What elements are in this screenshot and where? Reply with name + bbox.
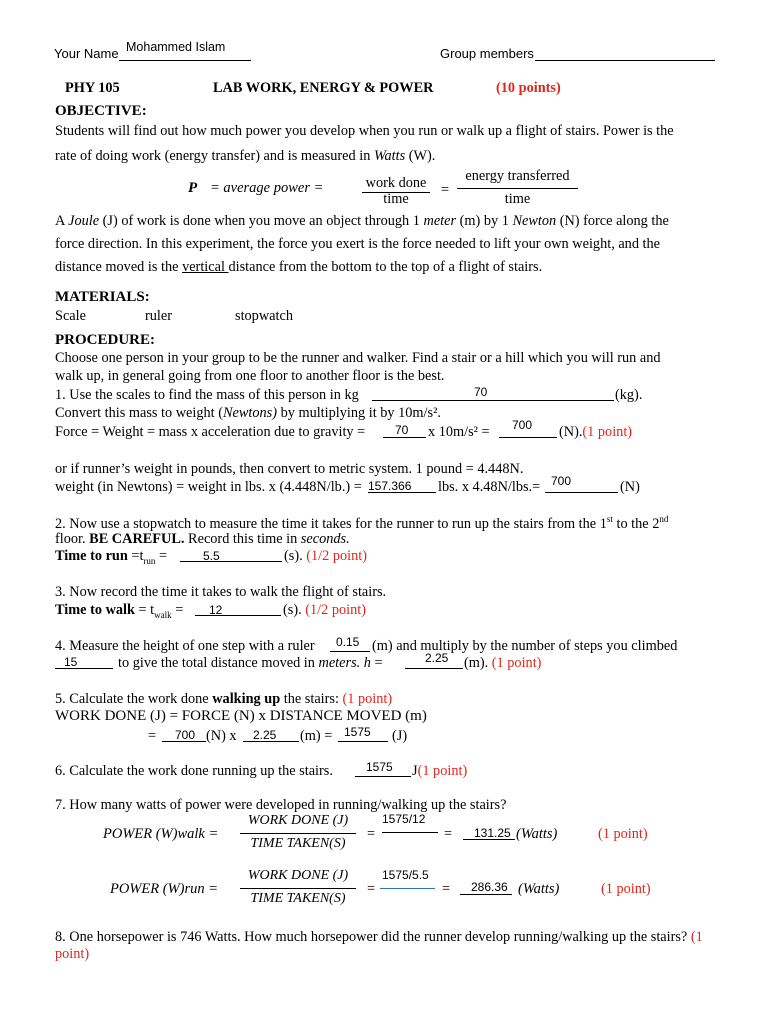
power-run-underline	[460, 894, 512, 895]
group-underline[interactable]	[535, 60, 715, 61]
objective-line4: force direction. In this experiment, the force you exert is the force needed to lift your own weight, and the	[55, 236, 661, 252]
walk-time-unit: (s). (1/2 point)	[283, 602, 367, 618]
step1-line-d: or if runner’s weight in pounds, then convert to metric system. 1 pound = 4.448N.	[55, 461, 524, 477]
step7-line: 7. How many watts of power were developed in running/walking up the stairs?	[55, 797, 507, 813]
work-distance-value[interactable]: 2.25	[253, 728, 277, 742]
power-walk-denominator: TIME TAKEN(S)	[250, 836, 346, 851]
work-walk-underline	[338, 741, 388, 742]
step8-line: 8. One horsepower is 746 Watts. How much horsepower did the runner develop running/walking up the stairs? (1	[55, 929, 703, 945]
step5-equals: =	[148, 728, 157, 744]
lab-points: (10 points)	[496, 80, 561, 96]
formula-energy: energy transferred	[465, 168, 570, 184]
step5-j: (J)	[392, 728, 408, 744]
step4-line-a2: (m) and multiply by the number of steps you climbed	[372, 638, 678, 654]
power-run-value[interactable]: 286.36	[471, 880, 508, 894]
walk-time-underline	[195, 615, 281, 616]
step5-formula: WORK DONE (J) = FORCE (N) x DISTANCE MOVED (m)	[55, 708, 427, 724]
course-code: PHY 105	[65, 80, 120, 96]
work-walk-value[interactable]: 1575	[344, 725, 371, 739]
step-height-value[interactable]: 0.15	[336, 635, 360, 649]
step2-line-c: Time to run $=t_{run}$ =	[55, 548, 168, 566]
name-label: Your Name	[54, 46, 119, 61]
formula-time-2: time	[504, 191, 531, 207]
work-force-value[interactable]: 700	[175, 728, 196, 742]
step6-line: 6. Calculate the work done running up the stairs.	[55, 763, 333, 779]
step8-points: point)	[55, 946, 90, 962]
step4-line-b: to give the total distance moved in meters. h =	[118, 655, 383, 671]
name-value[interactable]: Mohammed Islam	[126, 40, 226, 54]
formula-equals: =	[441, 182, 450, 198]
name-underline	[119, 60, 251, 61]
work-run-underline	[355, 776, 411, 777]
group-label: Group members	[440, 46, 534, 61]
power-walk-value[interactable]: 131.25	[474, 826, 511, 840]
power-run-fraction-bar	[380, 888, 435, 889]
mass-value[interactable]: 70	[474, 385, 488, 399]
step1-line-b: Convert this mass to weight (Newtons) by multiplying it by 10m/s².	[55, 405, 441, 421]
power-run-fraction[interactable]: 1575/5.5	[382, 868, 429, 882]
mass-underline	[372, 400, 614, 401]
step1-line-a: 1. Use the scales to find the mass of this person in kg	[55, 387, 359, 403]
step1-line-c: Force = Weight = mass x acceleration due to gravity =	[55, 424, 366, 440]
step-height-underline	[330, 651, 370, 652]
power-walk-points: (1 point)	[598, 826, 648, 842]
step3-line-a: 3. Now record the time it takes to walk the flight of stairs.	[55, 584, 387, 600]
step3-line-b: Time to walk = $t_{walk}$ =	[55, 602, 184, 620]
weight-underline	[545, 492, 618, 493]
procedure-intro1: Choose one person in your group to be the runner and walker. Find a stair or a hill which you will run and	[55, 350, 661, 366]
run-time-unit: (s). (1/2 point)	[284, 548, 368, 564]
power-walk-eq2: =	[444, 826, 453, 842]
step2-line-b: floor. BE CAREFUL. Record this time in seconds.	[55, 531, 350, 547]
run-time-value[interactable]: 5.5	[203, 549, 220, 563]
objective-line5: distance moved is the vertical distance from the bottom to the top of a flight of stairs.	[55, 259, 543, 275]
step1-line-c-mid: x 10m/s² =	[428, 424, 490, 440]
joule-line: A Joule (J) of work is done when you move an object through 1 meter (m) by 1 Newton (N) force along the	[55, 213, 669, 229]
work-run-value[interactable]: 1575	[366, 760, 393, 774]
force-mass-underline	[383, 437, 426, 438]
power-walk-fraction-underline	[382, 832, 438, 833]
run-time-underline	[180, 561, 282, 562]
power-run-lhs: POWER (W)run =	[110, 881, 219, 897]
walk-time-value[interactable]: 12	[209, 603, 223, 617]
step5-line-a: 5. Calculate the work done walking up the stairs: (1 point)	[55, 691, 393, 707]
power-run-numerator: WORK DONE (J)	[247, 868, 349, 883]
height-value[interactable]: 2.25	[425, 651, 449, 665]
steps-count-value[interactable]: 15	[64, 655, 78, 669]
formula-work-done: work done	[365, 175, 427, 191]
power-run-points: (1 point)	[601, 881, 651, 897]
force-mass-value[interactable]: 70	[395, 423, 409, 437]
objective-line2: rate of doing work (energy transfer) and is measured in Watts (W).	[55, 148, 436, 164]
power-run-bar	[240, 888, 356, 889]
power-walk-lhs: POWER (W)walk =	[103, 826, 219, 842]
formula-bar-2	[457, 188, 578, 189]
power-walk-eq1: =	[367, 826, 376, 842]
step5-m: (m) =	[300, 728, 333, 744]
step2-line-a: 2. Now use a stopwatch to measure the time it takes for the runner to run up the stairs from the 1st to the 2nd	[55, 514, 669, 532]
formula-p: P	[188, 180, 198, 196]
force-underline	[499, 437, 557, 438]
force-unit: (N).(1 point)	[559, 424, 633, 440]
material-stopwatch: stopwatch	[235, 308, 293, 324]
weight-unit: (N)	[620, 479, 640, 495]
mass-unit: (kg).	[615, 387, 643, 403]
height-unit: (m). (1 point)	[464, 655, 542, 671]
power-run-eq2: =	[442, 881, 451, 897]
step1-line-e: weight (in Newtons) = weight in lbs. x (4.448N/lb.) =	[55, 479, 362, 495]
step1-line-e-mid: lbs. x 4.48N/lbs.=	[438, 479, 541, 495]
power-walk-fraction[interactable]: 1575/12	[382, 812, 426, 826]
step4-line-a: 4. Measure the height of one step with a ruler	[55, 638, 315, 654]
materials-heading: MATERIALS:	[55, 289, 150, 305]
power-walk-numerator: WORK DONE (J)	[247, 813, 349, 828]
power-run-denominator: TIME TAKEN(S)	[250, 891, 346, 906]
step6-unit: J(1 point)	[412, 763, 468, 779]
formula-time-1: time	[383, 191, 409, 207]
material-scale: Scale	[55, 308, 86, 324]
lab-title: LAB WORK, ENERGY & POWER	[213, 80, 434, 96]
force-value[interactable]: 700	[512, 418, 533, 432]
weight-value[interactable]: 700	[551, 474, 572, 488]
power-walk-unit: (Watts)	[516, 826, 558, 842]
procedure-heading: PROCEDURE:	[55, 332, 155, 348]
power-walk-bar	[240, 833, 356, 834]
material-ruler: ruler	[145, 308, 172, 324]
procedure-intro2: walk up, in general going from one floor to another floor is the best.	[55, 368, 445, 384]
height-underline	[405, 668, 463, 669]
lbs-value[interactable]: 157.366	[368, 479, 412, 493]
formula-average-power: = average power =	[210, 180, 324, 196]
power-run-eq1: =	[367, 881, 376, 897]
step5-n: (N) x	[206, 728, 237, 744]
power-run-unit: (Watts)	[518, 881, 560, 897]
objective-line1: Students will find out how much power you develop when you run or walk up a flight of stairs. Power is the	[55, 123, 674, 139]
objective-heading: OBJECTIVE:	[55, 103, 147, 119]
